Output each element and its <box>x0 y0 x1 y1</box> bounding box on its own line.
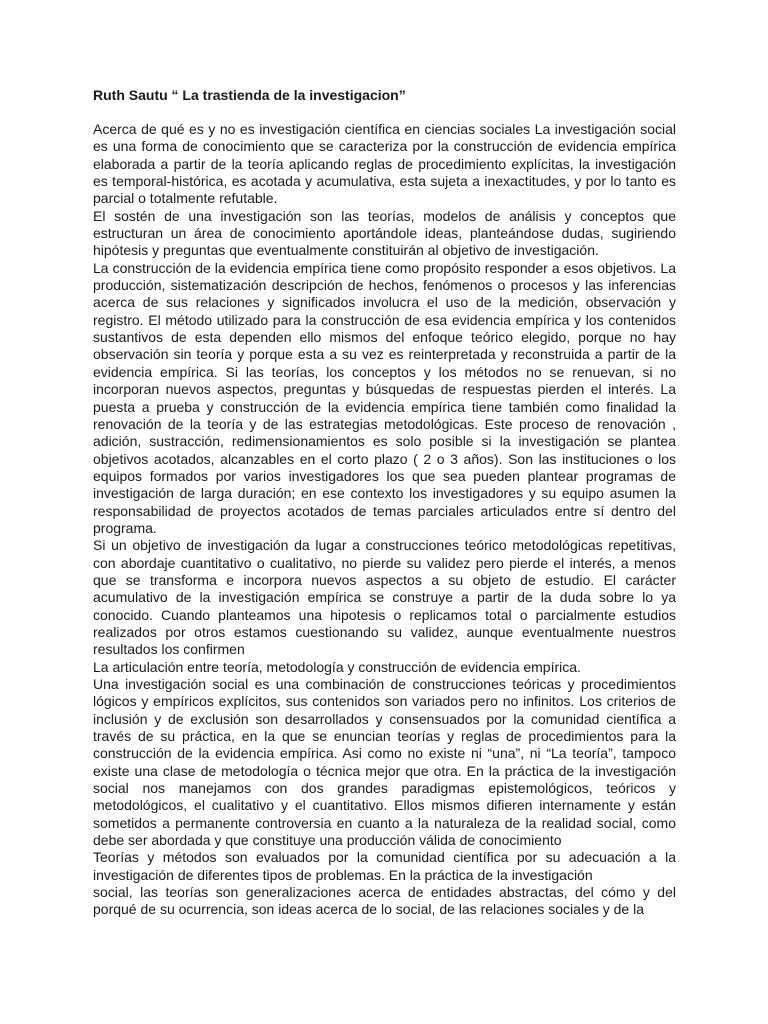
paragraph: La construcción de la evidencia empírica tiene como propósito responder a esos objetivos. La producción, sistematización descripción de hechos, fenómenos o procesos y las inferencias acerca de sus relaciones y significados involucra el uso de la medición, observación y registro. El método utilizado para la construcción de esa evidencia empírica y los contenidos sustantivos de esta dependen ello mismos del enfoque teórico elegido, porque no hay observación sin teoría y porque esta a su vez es reinterpretada y reconstruida a partir de la evidencia empírica. Si las teorías, los conceptos y los métodos no se renuevan, si no incorporan nuevos aspectos, preguntas y búsquedas de respuestas pierden el interés. La puesta a prueba y construcción de la evidencia empírica tiene también como finalidad la renovación de la teoría y de las estrategias metodológicas. Este proceso de renovación , adición, sustracción, redimensionamientos es solo posible si la investigación se plantea objetivos acotados, alcanzables en el corto plazo ( 2 o 3 años). Son las instituciones o los equipos formados por varios investigadores los que sea pueden plantear programas de investigación de larga duración; en ese contexto los investigadores y su equipo asumen la responsabilidad de proyectos acotados de temas parciales articulados entre sí dentro del programa. <box>93 259 676 536</box>
document-title: Ruth Sautu “ La trastienda de la investigacion” <box>93 87 406 103</box>
paragraph: Una investigación social es una combinación de construcciones teóricas y procedimientos lógicos y empíricos explícitos, sus contenidos son variados pero no infinitos. Los criterios de inclusión y de exclusión son desarrollados y consensuados por la comunidad científica a través de su práctica, en la que se enuncian teorías y reglas de procedimientos para la construcción de la evidencia empírica. Asi como no existe ni “una”, ni “La teoría”, tampoco existe una clase de metodología o técnica mejor que otra. En la práctica de la investigación social nos manejamos con dos grandes paradigmas epistemológicos, teóricos y metodológicos, el cualitativo y el cuantitativo. Ellos mismos difieren internamente y están sometidos a permanente controversia en cuanto a la naturaleza de la realidad social, como debe ser abordada y que constituye una producción válida de conocimiento <box>93 676 676 849</box>
paragraph: Si un objetivo de investigación da lugar a construcciones teórico metodológicas repetitivas, con abordaje cuantitativo o cualitativo, no pierde su validez pero pierde el interés, a menos que se transforma e incorpora nuevos aspectos a su objeto de estudio. El carácter acumulativo de la investigación empírica se construye a partir de la duda sobre lo ya conocido. Cuando planteamos una hipotesis o replicamos total o parcialmente estudios realizados por otros estamos cuestionando su validez, aunque eventualmente nuestros resultados los confirmen <box>93 537 676 658</box>
section-heading: La articulación entre teoría, metodología y construcción de evidencia empírica. <box>93 658 581 675</box>
paragraph: social, las teorías son generalizaciones acerca de entidades abstractas, del cómo y del porqué de su ocurrencia, son ideas acerca de lo social, de las relaciones sociales y de la <box>93 884 676 918</box>
paragraph: El sostén de una investigación son las teorías, modelos de análisis y conceptos que estructuran un área de conocimiento aportándole ideas, planteándose dudas, sugiriendo hipótesis y preguntas que eventualmente constituirán al objetivo de investigación. <box>93 207 676 259</box>
paragraph: Teorías y métodos son evaluados por la comunidad científica por su adecuación a la investigación de diferentes tipos de problemas. En la práctica de la investigación <box>93 849 676 883</box>
paragraph: Acerca de qué es y no es investigación científica en ciencias sociales La investigación social es una forma de conocimiento que se caracteriza por la construcción de evidencia empírica elaborada a partir de la teoría aplicando reglas de procedimiento explícitas, la investigación es temporal-histórica, es acotada y acumulativa, esta sujeta a inexactitudes, y por lo tanto es parcial o totalmente refutable. <box>93 121 676 207</box>
